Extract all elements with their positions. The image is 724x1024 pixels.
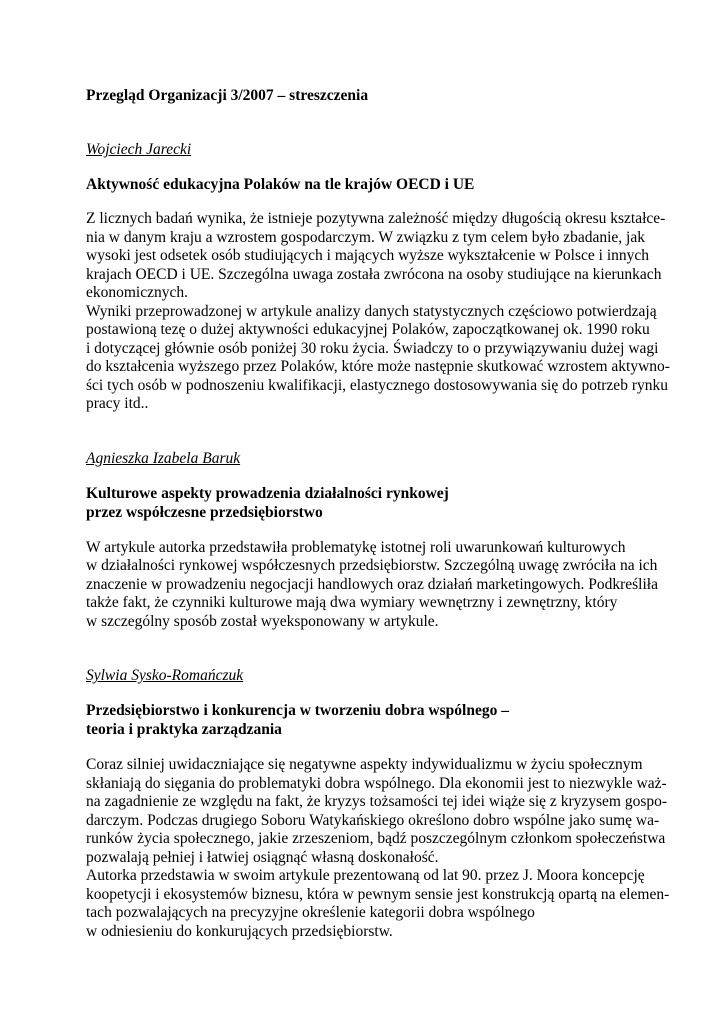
author-name: Agnieszka Izabela Baruk (86, 449, 241, 467)
document-title: Przegląd Organizacji 3/2007 – streszczenia (86, 87, 369, 104)
article-title (86, 175, 646, 194)
paragraph-line: krajach OECD i UE. Szczególna uwaga została zwrócona na osoby studiujące na kierunkach (86, 265, 662, 283)
paragraph-line: Coraz silniej uwidaczniające się negatywne aspekty indywidualizmu w życiu społecznym (86, 756, 643, 773)
abstract-section (86, 140, 670, 414)
article-title (86, 484, 646, 522)
author-name: Sylwia Sysko-Romańczuk (86, 667, 244, 684)
paragraph-line: w działalności rynkowej współczesnych przedsiębiorstw. Szczególną uwagę zwróciła na ich (86, 557, 658, 574)
paragraph-line: pozwalają pełniej i łatwiej osiągnąć własną doskonałość. (86, 848, 439, 866)
paragraph-line: runków życia społecznego, jakie zrzeszeniom, bądź poszczególnym członkom społeczeństwa (86, 830, 666, 847)
paragraph-line: w odniesieniu do konkurujących przedsiębiorstw. (86, 922, 393, 940)
paragraph-line: Wyniki przeprowadzonej w artykule analizy danych statystycznych częściowo potwierdzają (86, 302, 657, 320)
paragraph-line: w szczególny sposób został wyeksponowany w artykule. (86, 612, 439, 630)
paragraph-line: nia w danym kraju a wzrostem gospodarczym. W związku z tym celem było zbadanie, jak (86, 228, 645, 246)
article-title-line: Kulturowe aspekty prowadzenia działalności rynkowej (86, 484, 449, 502)
author-name: Wojciech Jarecki (86, 141, 192, 158)
abstract-paragraph (86, 210, 670, 414)
paragraph-line: ekonomicznych. (86, 284, 189, 301)
paragraph-line: pracy itd.. (86, 395, 149, 412)
abstract-paragraph (86, 756, 670, 941)
article-title-line: teoria i praktyka zarządzania (86, 721, 282, 738)
paragraph-line: Autorka przedstawia w swoim artykule prezentowaną od lat 90. przez J. Moora koncepcję (86, 867, 645, 884)
paragraph-line: i dotyczącej głównie osób poniżej 30 roku życia. Świadczy to o przywiązywaniu dużej wagi (86, 339, 659, 357)
paragraph-line: postawioną tezę o dużej aktywności edukacyjnej Polaków, zapoczątkowanej ok. 1990 roku (86, 321, 650, 338)
article-title-line: przez współczesne przedsiębiorstwo (86, 503, 323, 521)
paragraph-line: znaczenie w prowadzeniu negocjacji handlowych oraz działań marketingowych. Podkreśliła (86, 575, 658, 593)
paragraph-line: także fakt, że czynniki kulturowe mają dwa wymiary wewnętrzny i zewnętrzny, który (86, 594, 618, 611)
document-page (86, 86, 670, 941)
abstract-section (86, 449, 658, 632)
article-title-line: Aktywność edukacyjna Polaków na tle krajów OECD i UE (86, 176, 475, 193)
paragraph-line: koopetycji i ekosystemów biznesu, która w pewnym sensie jest konstrukcją opartą na elemen- (86, 885, 670, 903)
abstract-paragraph (86, 538, 658, 632)
article-title (86, 701, 646, 739)
paragraph-line: do kształcenia wyższego przez Polaków, które może następnie skutkować wzrostem aktywno- (86, 358, 670, 375)
paragraph-line: na zagadnienie ze względu na fakt, że kryzys tożsamości tej idei wiąże się z kryzysem gospo- (86, 793, 668, 810)
paragraph-line: darczym. Podczas drugiego Soboru Watykańskiego określono dobro wspólne jako sumę wa- (86, 811, 660, 829)
article-title-line: Przedsiębiorstwo i konkurencja w tworzeniu dobra wspólnego – (86, 702, 509, 719)
abstract-section (86, 666, 670, 941)
paragraph-line: ści tych osób w podnoszeniu kwalifikacji, elastycznego dostosowywania się do potrzeb rynku (86, 376, 668, 394)
paragraph-line: Z licznych badań wynika, że istnieje pozytywna zależność między długością okresu kształce- (86, 210, 666, 227)
paragraph-line: tach pozwalających na precyzyjne określenie kategorii dobra wspólnego (86, 904, 535, 921)
paragraph-line: W artykule autorka przedstawiła problematykę istotnej roli uwarunkowań kulturowych (86, 538, 626, 556)
paragraph-line: skłaniają do sięgania do problematyki dobra wspólnego. Dla ekonomii jest to niezwykle waż- (86, 774, 667, 792)
paragraph-line: wysoki jest odsetek osób studiujących i mających wyższe wykształcenie w Polsce i innych (86, 247, 650, 264)
